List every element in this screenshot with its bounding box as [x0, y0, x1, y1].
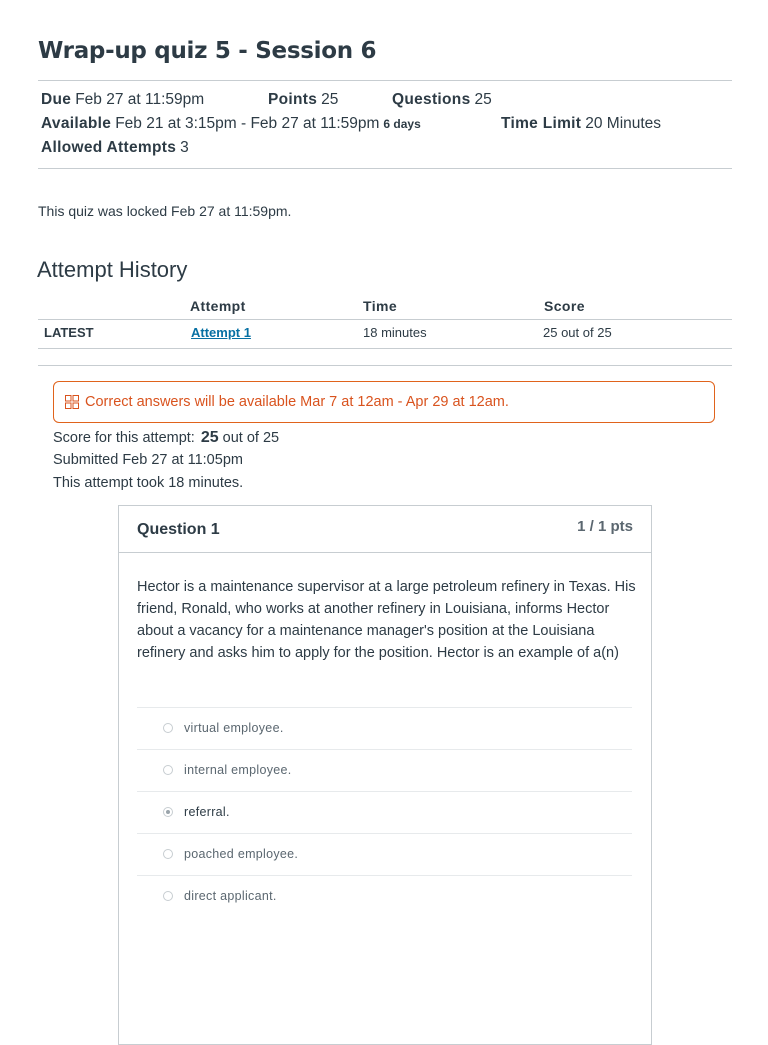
answer-option-selected[interactable] — [137, 791, 632, 833]
attempt-history-heading: Attempt History — [37, 257, 188, 282]
alert-text: Correct answers will be available Mar 7 at 12am - Apr 29 at 12am. — [85, 394, 509, 410]
answer-label: referral. — [184, 805, 230, 819]
attempt-status: LATEST — [44, 325, 94, 340]
page-title: Wrap-up quiz 5 - Session 6 — [38, 38, 377, 64]
due-label: Due — [41, 91, 72, 108]
due-field — [41, 91, 204, 109]
answer-label: internal employee. — [184, 763, 292, 777]
score-suffix: out of 25 — [222, 430, 280, 446]
attempt-1-link[interactable]: Attempt 1 — [191, 325, 251, 340]
question-points: 1 / 1 pts — [577, 518, 633, 535]
time-limit-value: 20 Minutes — [585, 115, 662, 132]
question-header — [119, 506, 651, 553]
score-line — [53, 429, 279, 447]
questions-label: Questions — [392, 91, 471, 108]
points-value: 25 — [321, 91, 339, 108]
radio-button[interactable] — [163, 723, 173, 733]
questions-value: 25 — [474, 91, 492, 108]
question-text: Hector is a maintenance supervisor at a large petroleum refinery in Texas. His friend, Ronald, who works at another refinery in Louisiana, informs Hector about a vacancy for a maintenance manager's position at the Louisiana refinery and asks him to apply for the position. Hector is an example of a(n) — [137, 579, 636, 661]
attempt-time: 18 minutes — [363, 325, 427, 340]
attempts-value: 3 — [180, 139, 189, 156]
time-limit-field — [501, 115, 661, 133]
time-limit-label: Time Limit — [501, 115, 582, 132]
answer-label: poached employee. — [184, 847, 299, 861]
available-duration: 6 days — [383, 117, 421, 131]
answer-option[interactable] — [137, 875, 632, 917]
radio-button[interactable] — [163, 849, 173, 859]
duration-line: This attempt took 18 minutes. — [53, 475, 244, 491]
answer-label: direct applicant. — [184, 889, 277, 903]
points-field — [268, 91, 338, 109]
points-label: Points — [268, 91, 318, 108]
answer-option[interactable] — [137, 749, 632, 791]
attempt-score: 25 out of 25 — [543, 325, 612, 340]
question-title: Question 1 — [137, 521, 220, 538]
column-header-attempt: Attempt — [190, 298, 246, 314]
attempts-field — [41, 139, 189, 157]
column-header-score: Score — [544, 298, 585, 314]
locked-notice: This quiz was locked Feb 27 at 11:59pm. — [38, 203, 292, 219]
section-divider — [38, 365, 732, 366]
answers-availability-alert — [53, 381, 715, 423]
column-header-time: Time — [363, 298, 398, 314]
questions-field — [392, 91, 492, 109]
table-header-divider — [38, 319, 732, 320]
table-row-divider — [38, 348, 732, 349]
details-divider — [38, 168, 732, 169]
question-card — [118, 505, 652, 1045]
due-value: Feb 27 at 11:59pm — [75, 91, 205, 108]
answer-option[interactable] — [137, 707, 632, 749]
title-divider — [38, 80, 732, 81]
attempts-label: Allowed Attempts — [41, 139, 177, 156]
attempt-cell — [191, 325, 251, 340]
available-label: Available — [41, 115, 112, 132]
score-prefix: Score for this attempt: — [53, 430, 195, 446]
available-value: Feb 21 at 3:15pm - Feb 27 at 11:59pm — [115, 115, 380, 132]
available-field — [41, 115, 421, 133]
answer-option[interactable] — [137, 833, 632, 875]
answer-label: virtual employee. — [184, 721, 284, 735]
score-value: 25 — [200, 429, 219, 446]
radio-button[interactable] — [163, 891, 173, 901]
grid-icon — [65, 395, 79, 409]
submitted-line: Submitted Feb 27 at 11:05pm — [53, 452, 243, 468]
radio-button[interactable] — [163, 765, 173, 775]
radio-button-selected[interactable] — [163, 807, 173, 817]
